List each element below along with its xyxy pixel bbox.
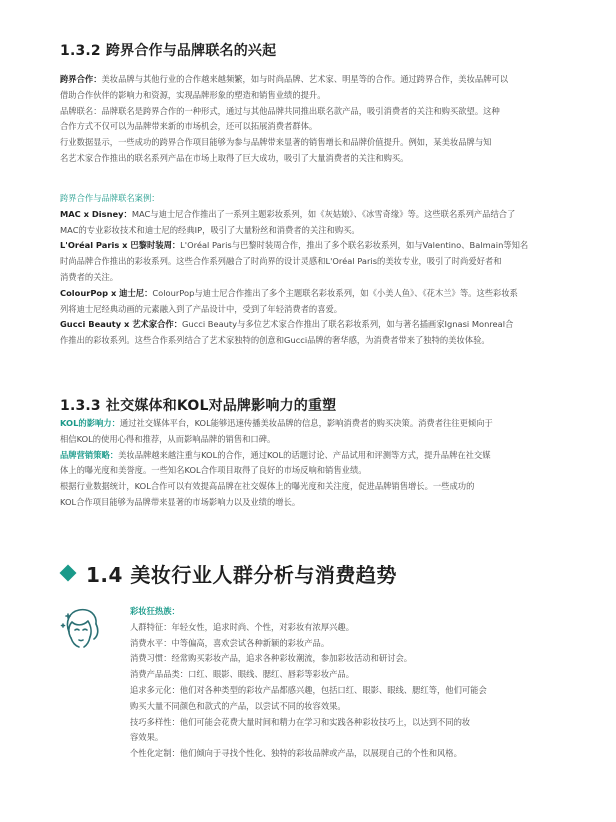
section-1-4-heading (60, 559, 397, 587)
kol-label: KOL的影响力： (60, 418, 120, 428)
text-line: 名艺术家合作推出的联名系列产品在市场上取得了巨大成功，吸引了大量消费者的关注和购买。 (60, 152, 409, 163)
case-mac-label: MAC x Disney： (60, 208, 132, 219)
persona-line: 购买大量不同颜色和款式的产品，以尝试不同的妆容效果。 (130, 700, 346, 711)
woman-face-sparkle-icon (60, 602, 106, 652)
cases-label: 跨界合作与品牌联名案例： (60, 193, 160, 203)
section-1-3-2-title: 1.3.2 跨界合作与品牌联名的兴起 (60, 43, 277, 59)
cross-brand-paragraphs (60, 72, 560, 167)
persona-title: 彩妆狂热族： (130, 606, 180, 616)
case-line: 列将迪士尼经典动画的元素融入到了产品设计中，受到了年轻消费者的喜爱。 (60, 303, 343, 314)
text-line: 行业数据显示，一些成功的跨界合作项目能够为参与品牌带来显著的销售增长和品牌价值提升。例如，某美妆品牌与知 (60, 137, 492, 148)
text-line: 品牌营销策略：美妆品牌越来越注重与KOL的合作，通过KOL的话题讨论、产品试用和评测等方式，提升品牌在社交媒 (60, 449, 491, 460)
text-line: 品牌联名：品牌联名是跨界合作的一种形式，通过与其他品牌共同推出联名款产品，吸引消费者的关注和购买欲望。这种 (60, 105, 500, 116)
case-line: MAC x Disney：MAC与迪士尼合作推出了一系列主题彩妆系列，如《灰姑娘》、《冰雪奇缘》等。这些联名系列产品结合了 (60, 208, 516, 219)
persona-line: 技巧多样性：他们可能会花费大量时间和精力在学习和实践各种彩妆技巧上，以达到不同的妆 (130, 716, 471, 727)
persona-line: 人群特征：年轻女性，追求时尚、个性，对彩妆有浓厚兴趣。 (130, 621, 355, 632)
case-line: 消费者的关注。 (60, 271, 119, 282)
text-line: 相信KOL的使用心得和推荐，从而影响品牌的销售和口碑。 (60, 433, 276, 444)
persona-line: 容效果。 (130, 732, 164, 743)
case-line: Gucci Beauty x 艺术家合作：Gucci Beauty与多位艺术家合作推出了联名彩妆系列，如与著名插画家Ignasi Monreal合 (60, 319, 514, 330)
case-gucci-label: Gucci Beauty x 艺术家合作： (60, 319, 183, 330)
case-line: MAC的专业彩妆技术和迪士尼的经典IP，吸引了大量粉丝和消费者的关注和购买。 (60, 224, 360, 235)
persona-line: 消费产品品类：口红、眼影、眼线、腮红、唇彩等彩妆产品。 (130, 669, 355, 680)
text-line: 跨界合作：美妆品牌与其他行业的合作越来越频繁，如与时尚品牌、艺术家、明星等的合作。通过跨界合作，美妆品牌可以 (60, 74, 509, 84)
case-line: ColourPop x 迪士尼：ColourPop与迪士尼合作推出了多个主题联名彩妆系列，如《小美人鱼》、《花木兰》等。这些彩妆系 (60, 287, 518, 298)
text-line: 借助合作伙伴的影响力和资源，实现品牌形象的塑造和销售业绩的提升。 (60, 89, 326, 100)
case-line: L'Oréal Paris x 巴黎时装周：L'Oréal Paris与巴黎时装周合作，推出了多个联名彩妆系列，如与Valentino、Balmain等知名 (60, 240, 529, 251)
diamond-bullet-icon (60, 565, 77, 582)
section-1-3-3-title: 1.3.3 社交媒体和KOL对品牌影响力的重塑 (60, 398, 337, 414)
persona-block (130, 604, 570, 762)
case-loreal-label: L'Oréal Paris x 巴黎时装周： (60, 240, 181, 251)
case-colourpop-label: ColourPop x 迪士尼： (60, 287, 153, 298)
text-line: 根据行业数据统计，KOL合作可以有效提高品牌在社交媒体上的曝光度和关注度，促进品牌销售增长。一些成功的 (60, 481, 475, 492)
text-line: KOL的影响力：通过社交媒体平台，KOL能够迅速传播美妆品牌的信息，影响消费者的购买决策。消费者往往更倾向于 (60, 418, 493, 428)
text-line: KOL合作项目能够为品牌带来显著的市场影响力以及业绩的增长。 (60, 496, 301, 507)
persona-line: 个性化定制：他们倾向于寻找个性化、独特的彩妆品牌或产品，以展现自己的个性和风格。 (130, 748, 462, 759)
case-line: 作推出的彩妆系列。这些合作系列结合了艺术家独特的创意和Gucci品牌的奢华感，为消费者带来了独特的美妆体验。 (60, 335, 490, 346)
cases-block (60, 191, 560, 349)
kol-paragraphs (60, 416, 560, 511)
persona-line: 消费水平：中等偏高，喜欢尝试各种新颖的彩妆产品。 (130, 637, 330, 648)
section-1-4-title: 1.4 美妆行业人群分析与消费趋势 (86, 562, 397, 587)
cross-collab-label: 跨界合作： (60, 74, 102, 84)
persona-line: 消费习惯：经常购买彩妆产品，追求各种彩妆潮流，参加彩妆活动和研讨会。 (130, 653, 413, 664)
case-line: 时尚品牌合作推出的彩妆系列。这些合作系列融合了时尚界的设计灵感和L'Oréal Paris的美妆专业，吸引了时尚爱好者和 (60, 256, 502, 267)
strategy-label: 品牌营销策略： (60, 449, 119, 460)
persona-line: 追求多元化：他们对各种类型的彩妆产品都感兴趣，包括口红、眼影、眼线、腮红等，他们可能会 (130, 684, 487, 695)
text-line: 合作方式不仅可以为品牌带来新的市场机会，还可以拓展消费者群体。 (60, 121, 318, 132)
text-line: 体上的曝光度和美誉度。一些知名KOL合作项目取得了良好的市场反响和销售业绩。 (60, 465, 367, 476)
